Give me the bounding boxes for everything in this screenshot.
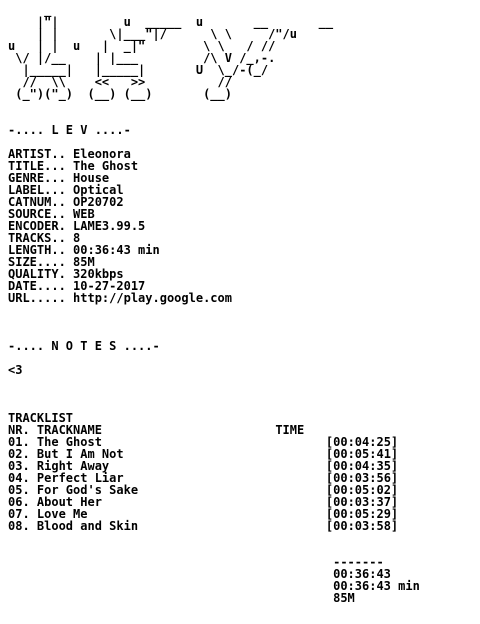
release-info-value: 10-27-2017 xyxy=(73,279,146,293)
release-info-key: SOURCE.. xyxy=(8,207,74,221)
tracklist-header-nr: NR. TRACKNAME xyxy=(8,423,102,437)
track-nr: 05. xyxy=(8,483,37,497)
release-info-value: http://play.google.com xyxy=(73,291,232,305)
track-time: [00:04:25] xyxy=(325,435,399,449)
release-info-key: GENRE... xyxy=(8,171,74,185)
track-name: The Ghost xyxy=(36,435,102,449)
release-info-key: QUALITY. xyxy=(8,267,74,281)
release-info-value: 320kbps xyxy=(73,267,124,281)
summary-total-time: 00:36:43 xyxy=(333,567,391,581)
release-info-value: 8 xyxy=(73,231,81,245)
release-info-key: URL..... xyxy=(8,291,74,305)
release-info-row xyxy=(8,292,420,304)
track-name: Love Me xyxy=(36,507,88,521)
track-name: For God's Sake xyxy=(36,483,139,497)
release-info-value: Optical xyxy=(73,183,124,197)
release-info-key: DATE.... xyxy=(8,279,74,293)
summary-separator: ------- xyxy=(333,555,384,569)
release-info-value: Eleonora xyxy=(73,147,131,161)
track-nr: 01. xyxy=(8,435,37,449)
track-name: But I Am Not xyxy=(36,447,124,461)
nfo-document xyxy=(8,4,420,604)
tracklist-title: TRACKLIST xyxy=(8,411,74,425)
release-info-value: The Ghost xyxy=(73,159,139,173)
notes-title: -.... N O T E S ....- xyxy=(8,339,160,353)
track-time: [00:05:29] xyxy=(325,507,399,521)
track-nr: 06. xyxy=(8,495,37,509)
track-row xyxy=(8,520,420,532)
track-time: [00:03:56] xyxy=(325,471,399,485)
release-info-key: LABEL... xyxy=(8,183,74,197)
lev-ascii-logo: _ |"| u _____ u __ __ | | \|___"|/ \ \ /"/u u | | u | _|" \ \ / // \/ |/__ | |___ /\ V /_,-. |_____| |_____| U \_/-(_/ // \\ << >> // (_")("_) (__) (__) (__) xyxy=(8,3,334,101)
release-info-key: TITLE... xyxy=(8,159,74,173)
track-name: Right Away xyxy=(36,459,110,473)
release-info-key: LENGTH.. xyxy=(8,243,74,257)
track-time: [00:05:41] xyxy=(325,447,399,461)
release-info-key: TRACKS.. xyxy=(8,231,74,245)
release-info-value: 85M xyxy=(73,255,95,269)
release-info-value: LAME3.99.5 xyxy=(73,219,146,233)
track-nr: 08. xyxy=(8,519,37,533)
summary-total-time-min: 00:36:43 min xyxy=(333,579,420,593)
summary-total-size: 85M xyxy=(333,591,355,605)
track-name: Blood and Skin xyxy=(36,519,139,533)
track-nr: 07. xyxy=(8,507,37,521)
release-info-key: ENCODER. xyxy=(8,219,74,233)
track-time: [00:04:35] xyxy=(325,459,399,473)
track-time: [00:05:02] xyxy=(325,483,399,497)
release-info-key: ARTIST.. xyxy=(8,147,74,161)
tracklist-header-time: TIME xyxy=(275,423,305,437)
track-nr: 03. xyxy=(8,459,37,473)
track-time: [00:03:58] xyxy=(325,519,399,533)
track-name: Perfect Liar xyxy=(36,471,124,485)
header-title: -.... L E V ....- xyxy=(8,123,131,137)
release-info-value: 00:36:43 min xyxy=(73,243,160,257)
notes-text: <3 xyxy=(8,363,23,377)
track-nr: 02. xyxy=(8,447,37,461)
release-info-value: House xyxy=(73,171,110,185)
track-nr: 04. xyxy=(8,471,37,485)
track-name: About Her xyxy=(36,495,102,509)
release-info-key: SIZE.... xyxy=(8,255,74,269)
release-info-value: OP20702 xyxy=(73,195,124,209)
release-info-key: CATNUM.. xyxy=(8,195,74,209)
track-time: [00:03:37] xyxy=(325,495,399,509)
release-info-value: WEB xyxy=(73,207,95,221)
